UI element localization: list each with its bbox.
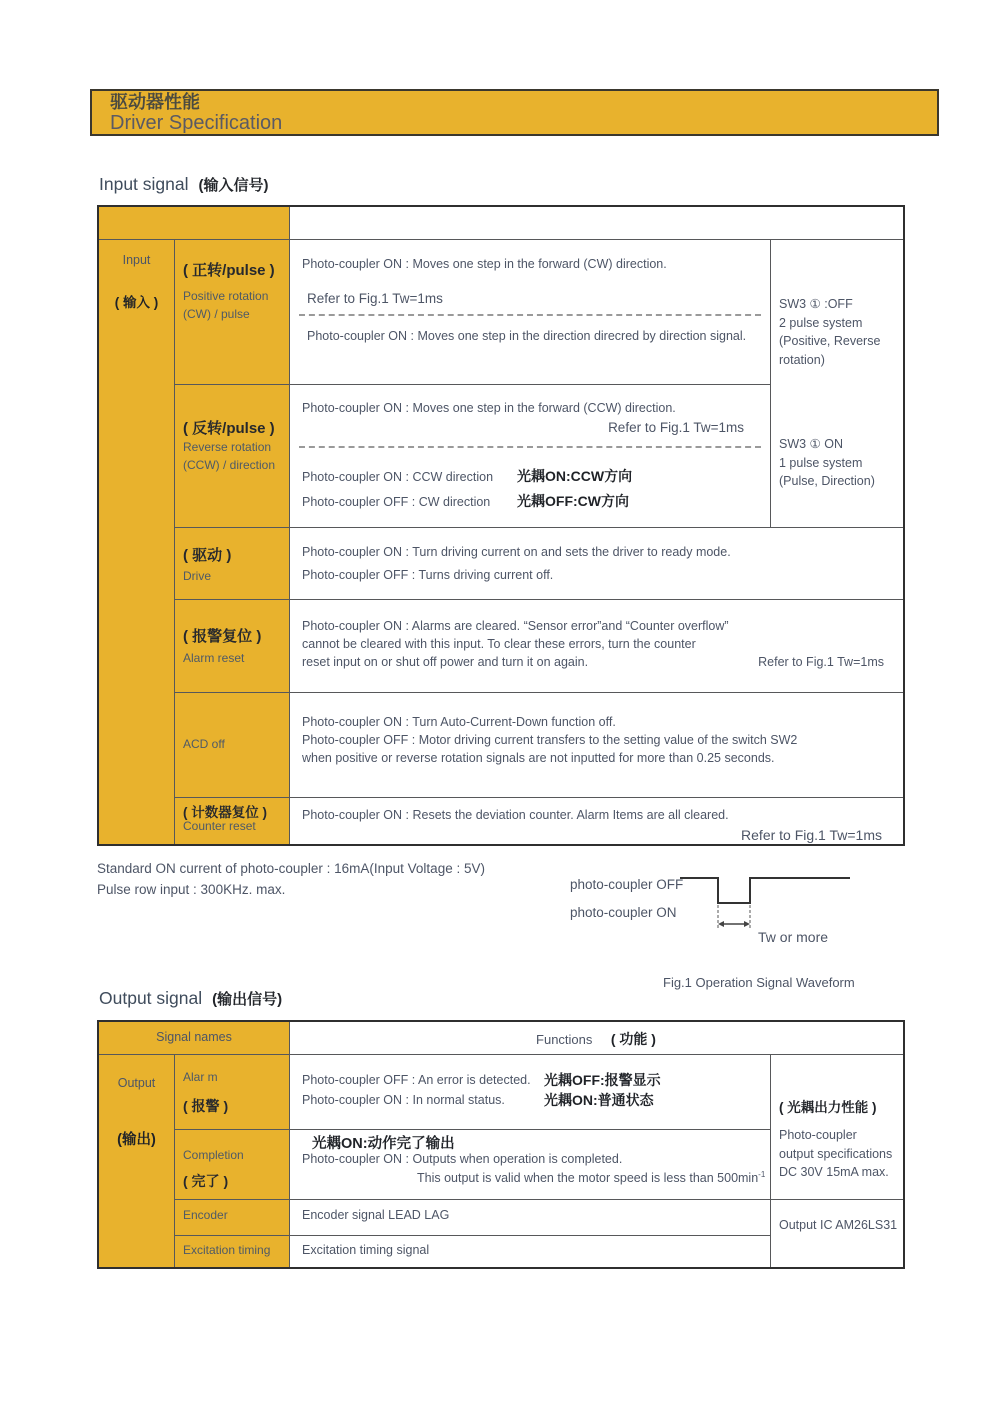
sw3-off-note (779, 295, 880, 369)
cell-fill (99, 239, 174, 844)
sw3-off-line2: 2 pulse system (779, 315, 863, 330)
input-title-en: Input signal (99, 174, 189, 194)
grid-line (770, 1054, 771, 1267)
dashed-divider (299, 446, 761, 448)
alarm-reset-fn-refer: Refer to Fig.1 Tw=1ms (758, 655, 884, 669)
reverse-fn-cw-zh: 光耦OFF:CW方向 (517, 493, 629, 509)
counter-reset-label-en: Counter reset (183, 819, 256, 833)
excitation-fn: Excitation timing signal (302, 1243, 430, 1257)
grid-line (289, 207, 290, 844)
cell-fill (174, 1054, 289, 1129)
alarm-fn1-zh: 光耦OFF:报警显示 (544, 1072, 661, 1088)
reverse-fn-ccw-en: Photo-coupler ON : CCW direction (302, 470, 494, 484)
reverse-fn-ccw-zh: 光耦ON:CCW方向 (517, 468, 633, 484)
reverse-fn-cw-en: Photo-coupler OFF : CW direction (302, 495, 491, 509)
alarm-reset-fn-line2: cannot be cleared with this input. To clear these errors, turn the counter (302, 637, 696, 651)
input-table (97, 205, 905, 846)
completion-label-en: Completion (183, 1148, 244, 1162)
grid-line (174, 797, 903, 798)
positive-label-zh: ( 正转/pulse ) (183, 262, 275, 279)
signal-names-header: Signal names (156, 1030, 232, 1044)
waveform-caption: Fig.1 Operation Signal Waveform (663, 975, 855, 990)
alarm-fn2-zh: 光耦ON:普通状态 (544, 1092, 654, 1108)
reverse-label-en2: (CCW) / direction (183, 458, 276, 472)
output-col-label-en: Output (117, 1076, 156, 1090)
completion-fn-line2 (417, 1170, 765, 1185)
sw3-on-line3: (Pulse, Direction) (779, 474, 875, 488)
completion-fn-line1: Photo-coupler ON : Outputs when operation is completed. (302, 1152, 623, 1166)
banner-title-en: Driver Specification (110, 112, 283, 134)
photocoupler-spec-zh: ( 光耦出力性能 ) (779, 1100, 877, 1115)
grid-line (174, 692, 903, 693)
input-col-label-zh: ( 输入 ) (114, 295, 159, 310)
functions-header-zh: ( 功能 ) (610, 1031, 656, 1047)
acd-fn-line2: Photo-coupler OFF : Motor driving current transfers to the setting value of the switch SW2 (302, 733, 798, 747)
alarm-label-zh: ( 报警 ) (183, 1098, 229, 1114)
excitation-label: Excitation timing (183, 1243, 271, 1257)
alarm-reset-label-en: Alarm reset (183, 651, 245, 665)
banner-title-zh: 驱动器性能 (110, 92, 200, 112)
sw3-on-line2: 1 pulse system (779, 455, 863, 470)
sw3-off-line1: SW3 ① :OFF (779, 297, 853, 311)
output-section-title (99, 988, 282, 1009)
output-ic-note: Output IC AM26LS31 (779, 1218, 898, 1232)
encoder-fn: Encoder signal LEAD LAG (302, 1208, 450, 1222)
sw3-on-note (779, 435, 875, 491)
alarm-reset-label-zh: ( 报警复位 ) (183, 628, 262, 645)
counter-reset-fn-line1: Photo-coupler ON : Resets the deviation counter. Alarm Items are all cleared. (302, 808, 729, 822)
reverse-fn-refer: Refer to Fig.1 Tw=1ms (608, 420, 744, 435)
positive-fn-line1: Photo-coupler ON : Moves one step in the forward (CW) direction. (302, 257, 667, 271)
dashed-divider (299, 314, 761, 316)
output-col-label-zh: (输出) (117, 1132, 156, 1148)
grid-line (174, 1129, 770, 1130)
cell-fill (99, 207, 289, 239)
grid-line (174, 384, 770, 385)
grid-line (99, 1054, 903, 1055)
input-section-title (99, 174, 269, 195)
acd-label-en: ACD off (183, 737, 225, 751)
positive-label-en1: Positive rotation (183, 289, 269, 303)
grid-line (174, 1235, 770, 1236)
functions-header (289, 1029, 903, 1049)
alarm-reset-fn-line3: reset input on or shut off power and turn it on again. (302, 655, 589, 669)
photocoupler-spec-line1: Photo-coupler (779, 1128, 857, 1142)
acd-fn-line3: when positive or reverse rotation signals are not inputted for more than 0.25 seconds. (302, 751, 775, 765)
grid-line (174, 527, 903, 528)
reverse-fn-line1: Photo-coupler ON : Moves one step in the forward (CCW) direction. (302, 401, 676, 415)
output-table (97, 1020, 905, 1269)
note-pulse-input: Pulse row input : 300KHz. max. (97, 882, 286, 897)
waveform-tw-label: Tw or more (758, 929, 829, 945)
counter-reset-fn-refer: Refer to Fig.1 Tw=1ms (741, 827, 882, 843)
encoder-label: Encoder (183, 1208, 228, 1222)
grid-line (99, 239, 903, 240)
positive-label-en2: (CW) / pulse (183, 307, 250, 321)
grid-line (174, 1054, 175, 1267)
sw3-on-line1: SW3 ① ON (779, 437, 843, 451)
waveform-label-on: photo-coupler ON (570, 905, 677, 920)
grid-line (174, 1199, 903, 1200)
drive-fn-line2: Photo-coupler OFF : Turns driving current off. (302, 568, 554, 582)
photocoupler-spec-line3: DC 30V 15mA max. (779, 1165, 889, 1179)
grid-line (174, 239, 175, 844)
grid-line (174, 599, 903, 600)
alarm-fn1-en: Photo-coupler OFF : An error is detected. (302, 1073, 531, 1087)
reverse-label-en1: Reverse rotation (183, 440, 272, 454)
drive-label-en: Drive (183, 569, 212, 583)
sw3-off-line3: (Positive, Reverse (779, 334, 881, 348)
functions-header-en: Functions (536, 1032, 593, 1047)
waveform-drawing (678, 870, 858, 934)
counter-reset-label-zh: ( 计数器复位 ) (183, 805, 267, 820)
completion-fn-zh: 光耦ON:动作完了输出 (312, 1136, 455, 1152)
sw3-off-line4: rotation) (779, 352, 825, 367)
completion-fn-line2-text: This output is valid when the motor speed is less than 500min (417, 1171, 759, 1186)
alarm-label-en: Alar m (183, 1070, 218, 1084)
drive-label-zh: ( 驱动 ) (183, 547, 232, 564)
photocoupler-spec-line2: output specifications (779, 1146, 893, 1161)
grid-line (289, 1022, 290, 1267)
input-col-label-en: Input (122, 253, 151, 267)
input-title-zh: (输入信号) (198, 177, 269, 194)
waveform-label-off: photo-coupler OFF (570, 877, 684, 892)
cell-fill (174, 384, 289, 527)
grid-line (770, 239, 771, 527)
header-banner (90, 89, 939, 136)
reverse-label-zh: ( 反转/pulse ) (183, 420, 275, 437)
note-photocoupler-current: Standard ON current of photo-coupler : 16mA(Input Voltage : 5V) (97, 861, 485, 876)
positive-fn-refer: Refer to Fig.1 Tw=1ms (307, 291, 443, 306)
photocoupler-spec-block (779, 1126, 892, 1182)
alarm-reset-fn-line1: Photo-coupler ON : Alarms are cleared. “Sensor error”and “Counter overflow” (302, 619, 729, 633)
alarm-fn2-en: Photo-coupler ON : In normal status. (302, 1093, 505, 1107)
completion-label-zh: ( 完了 ) (183, 1173, 229, 1189)
completion-fn-superscript: -1 (758, 1170, 766, 1179)
output-title-zh: (输出信号) (212, 991, 283, 1008)
drive-fn-line1: Photo-coupler ON : Turn driving current on and sets the driver to ready mode. (302, 545, 731, 559)
output-title-en: Output signal (99, 988, 203, 1008)
acd-fn-line1: Photo-coupler ON : Turn Auto-Current-Down function off. (302, 715, 616, 729)
positive-fn-line2: Photo-coupler ON : Moves one step in the direction direcred by direction signal. (307, 329, 747, 343)
